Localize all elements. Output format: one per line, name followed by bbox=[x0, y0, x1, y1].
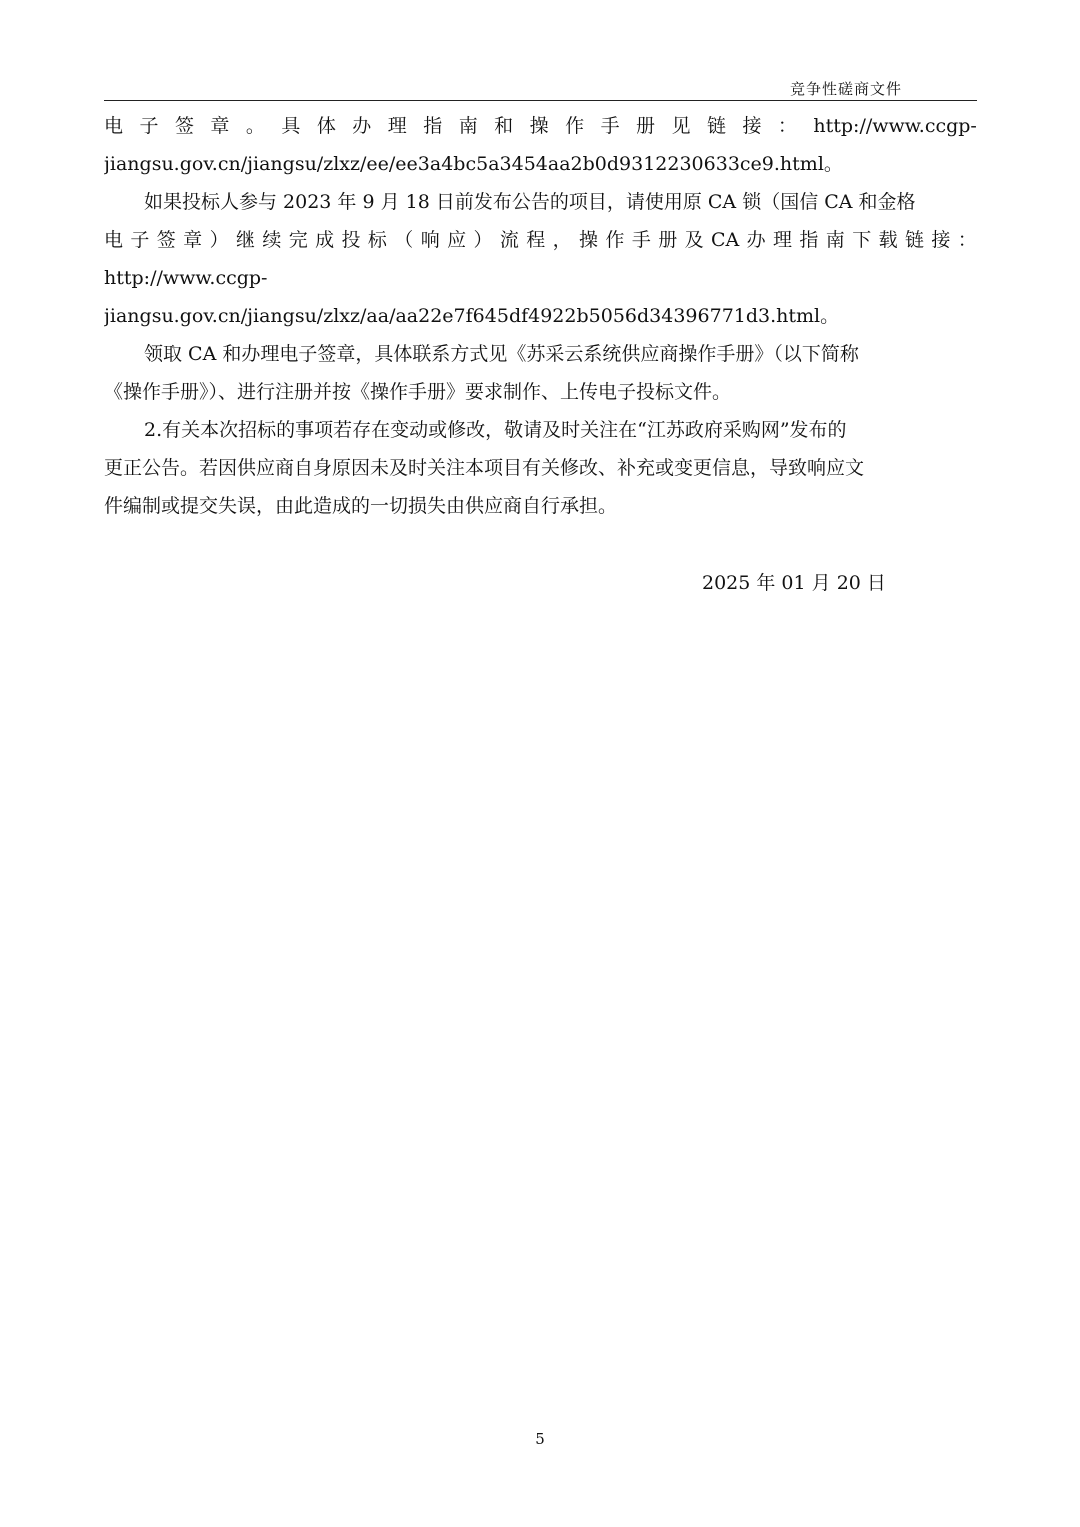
text-segment: 下 bbox=[852, 229, 872, 251]
text-segment: 子 bbox=[139, 115, 159, 137]
body-line-5: http://www.ccgp- bbox=[104, 267, 268, 289]
text-segment: 南 bbox=[458, 115, 478, 137]
text-segment: 作 bbox=[565, 115, 585, 137]
text-segment: 应 bbox=[447, 229, 467, 251]
text-segment: 程 bbox=[526, 229, 546, 251]
text-segment: 投 bbox=[341, 229, 361, 251]
body-line-1 bbox=[104, 107, 977, 145]
text-segment: ： bbox=[777, 115, 797, 137]
text-segment: 理 bbox=[773, 229, 793, 251]
text-segment: 完 bbox=[288, 229, 308, 251]
text-segment: 册 bbox=[658, 229, 678, 251]
text-segment: ： bbox=[957, 229, 977, 251]
body-line-3: 如果投标人参与 2023 年 9 月 18 日前发布公告的项目，请使用原 CA 锁（国信 CA 和金格 bbox=[144, 191, 916, 213]
text-segment: 章 bbox=[210, 115, 230, 137]
text-segment: 具 bbox=[281, 115, 301, 137]
text-segment: 体 bbox=[316, 115, 336, 137]
text-segment: 载 bbox=[878, 229, 898, 251]
text-segment: 指 bbox=[423, 115, 443, 137]
text-segment: 作 bbox=[605, 229, 625, 251]
text-segment: 链 bbox=[706, 115, 726, 137]
body-line-9: 2.有关本次招标的事项若存在变动或修改，敬请及时关注在“江苏政府采购网”发布的 bbox=[144, 419, 847, 441]
text-segment: 接 bbox=[931, 229, 951, 251]
text-segment: 子 bbox=[130, 229, 150, 251]
text-segment: 流 bbox=[499, 229, 519, 251]
text-segment: 响 bbox=[420, 229, 440, 251]
text-segment: 手 bbox=[600, 115, 620, 137]
text-segment: 签 bbox=[174, 115, 194, 137]
body-line-6: jiangsu.gov.cn/jiangsu/zlxz/aa/aa22e7f645df4922b5056d34396771d3.html。 bbox=[104, 305, 840, 327]
text-segment: CA bbox=[710, 229, 740, 251]
text-segment: 电 bbox=[104, 115, 124, 137]
text-segment: ） bbox=[209, 229, 229, 251]
text-segment: ， bbox=[552, 229, 572, 251]
text-segment: 操 bbox=[579, 229, 599, 251]
body-line-4 bbox=[104, 221, 977, 259]
body-line-8: 《操作手册》）、进行注册并按《操作手册》要求制作、上传电子投标文件。 bbox=[104, 381, 732, 403]
text-segment: 及 bbox=[684, 229, 704, 251]
text-segment: ） bbox=[473, 229, 493, 251]
text-segment: （ bbox=[394, 229, 414, 251]
text-segment: 继 bbox=[235, 229, 255, 251]
page-number: 5 bbox=[535, 1430, 545, 1448]
text-segment: 链 bbox=[904, 229, 924, 251]
header-divider bbox=[104, 100, 977, 101]
text-segment: 章 bbox=[183, 229, 203, 251]
body-line-7: 领取 CA 和办理电子签章，具体联系方式见《苏采云系统供应商操作手册》（以下简称 bbox=[144, 343, 859, 365]
text-segment: http://www.ccgp- bbox=[813, 115, 977, 137]
text-segment: 手 bbox=[631, 229, 651, 251]
text-segment: 签 bbox=[156, 229, 176, 251]
body-line-2: jiangsu.gov.cn/jiangsu/zlxz/ee/ee3a4bc5a3454aa2b0d9312230633ce9.html。 bbox=[104, 153, 843, 175]
body-line-10: 更正公告。若因供应商自身原因未及时关注本项目有关修改、补充或变更信息，导致响应文 bbox=[104, 457, 865, 479]
document-date: 2025 年 01 月 20 日 bbox=[702, 572, 886, 594]
text-segment: 办 bbox=[746, 229, 766, 251]
text-segment: 册 bbox=[636, 115, 656, 137]
text-segment: 办 bbox=[352, 115, 372, 137]
text-segment: 操 bbox=[529, 115, 549, 137]
text-segment: 电 bbox=[104, 229, 124, 251]
text-segment: 见 bbox=[671, 115, 691, 137]
text-segment: 。 bbox=[245, 115, 265, 137]
text-segment: 和 bbox=[494, 115, 514, 137]
text-segment: 标 bbox=[367, 229, 387, 251]
text-segment: 理 bbox=[387, 115, 407, 137]
text-segment: 成 bbox=[315, 229, 335, 251]
body-line-11: 件编制或提交失误，由此造成的一切损失由供应商自行承担。 bbox=[104, 495, 618, 517]
text-segment: 接 bbox=[742, 115, 762, 137]
text-segment: 南 bbox=[825, 229, 845, 251]
text-segment: 续 bbox=[262, 229, 282, 251]
header-title: 竞争性磋商文件 bbox=[789, 80, 902, 98]
text-segment: 指 bbox=[799, 229, 819, 251]
